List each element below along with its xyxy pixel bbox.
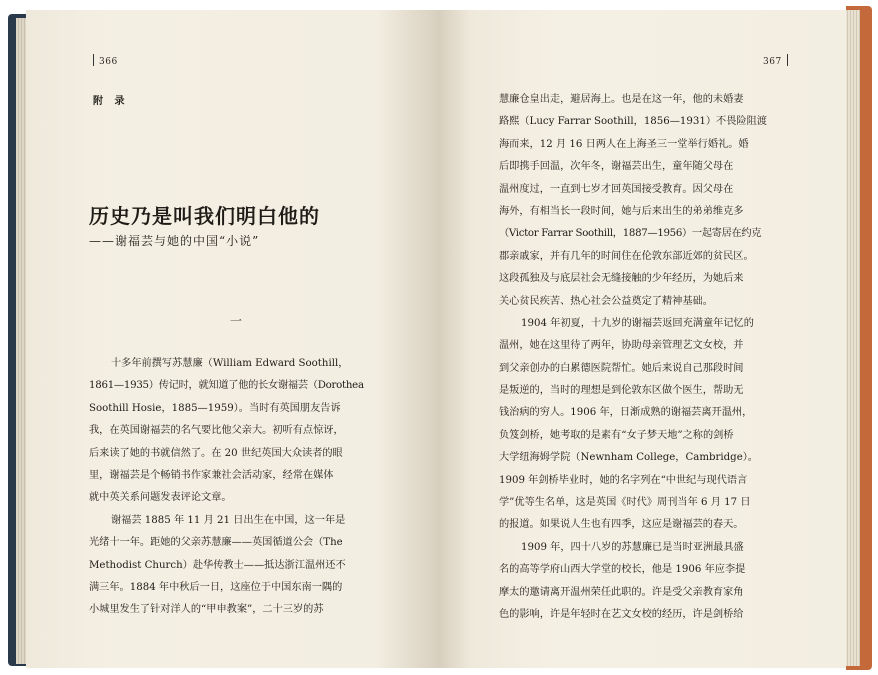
section-label: 附 录 <box>93 96 129 107</box>
text-line: Methodist Church）赴华传教士——抵达浙江温州还不 <box>89 559 346 571</box>
text-line: 光绪十一年。距她的父亲苏慧廉——英国循道公会（The <box>89 537 343 549</box>
text-line: 1909 年剑桥毕业时，她的名字列在“中世纪与现代语言 <box>499 474 748 486</box>
chapter-subtitle: ——谢福芸与她的中国“小说” <box>89 234 260 248</box>
text-line: 后来读了她的书就信然了。在 20 世纪英国大众读者的眼 <box>89 447 343 459</box>
text-line: 关心贫民疾苦、热心社会公益奠定了精神基础。 <box>499 295 713 307</box>
text-line: 摩太的邀请离开温州荣任此职的。许是受父亲教育家角 <box>499 586 744 598</box>
text-line: 到父亲创办的白累德医院帮忙。她后来说自己那段时间 <box>499 362 744 374</box>
text-line: 是叛逆的，当时的理想是到伦敦东区做个医生，帮助无 <box>499 385 744 397</box>
text-line: 1904 年初夏，十九岁的谢福芸返回充满童年记忆的 <box>521 317 754 329</box>
text-line: 路熙（Lucy Farrar Soothill，1856—1931）不畏险阻渡 <box>499 116 767 128</box>
text-line: 后即携手回温，次年冬，谢福芸出生，童年随父母在 <box>499 161 734 173</box>
text-line: 里，谢福芸是个畅销书作家兼社会活动家，经常在媒体 <box>89 469 334 481</box>
text-line: 谢福芸 1885 年 11 月 21 日出生在中国，这一年是 <box>111 514 346 526</box>
text-line: 名的高等学府山西大学堂的校长，他是 1906 年应李提 <box>499 564 746 576</box>
text-line: 就中英关系问题发表评论文章。 <box>89 492 232 504</box>
chapter-number: 一 <box>230 314 243 328</box>
chapter-title: 历史乃是叫我们明白他的 <box>89 204 320 228</box>
text-line: 海外，有相当长一段时间，她与后来出生的弟弟维克多 <box>499 205 744 217</box>
text-line: 小城里发生了针对洋人的“甲申教案”，二十三岁的苏 <box>89 604 324 616</box>
page-number-left: 366 <box>93 54 118 67</box>
text-line: （Victor Farrar Soothill，1887—1956）一起寄居在约克 <box>499 228 762 240</box>
text-line: 的报道。如果说人生也有四季，这应是谢福芸的春天。 <box>499 519 744 531</box>
text-line: 我，在英国谢福芸的名气要比他父亲大。初听有点惊讶， <box>89 425 344 437</box>
text-line: Soothill Hosie，1885—1959）。当时有英国朋友告诉 <box>89 402 341 414</box>
right-page-body <box>499 89 767 626</box>
text-line: 郡亲戚家，并有几年的时间住在伦敦东部近郊的贫民区。 <box>499 250 754 262</box>
text-line: 色的影响，许是年轻时在艺文女校的经历，许是剑桥给 <box>499 608 744 620</box>
page-number-right: 367 <box>763 54 788 67</box>
text-line: 1909 年，四十八岁的苏慧廉已是当时亚洲最具盛 <box>521 541 744 553</box>
text-line: 负笈剑桥，她考取的是素有“女子梦天地”之称的剑桥 <box>499 429 734 441</box>
text-line: 温州，她在这里待了两年，协助母亲管理艺文女校，并 <box>499 340 744 352</box>
left-page-body <box>89 353 364 622</box>
text-line: 学”优等生名单，这是英国《时代》周刊当年 6 月 17 日 <box>499 497 751 509</box>
text-line: 钱治病的穷人。1906 年，日渐成熟的谢福芸离开温州， <box>499 407 753 419</box>
text-line: 大学纽海姆学院（Newnham College，Cambridge）。 <box>499 452 758 464</box>
text-line: 温州度过，一直到七岁才回英国接受教育。因父母在 <box>499 183 734 195</box>
text-line: 海而来，12 月 16 日两人在上海圣三一堂举行婚礼。婚 <box>499 138 749 150</box>
text-line: 这段孤独及与底层社会无缝接触的少年经历，为她后来 <box>499 273 744 285</box>
text-line: 十多年前撰写苏慧廉（William Edward Soothill， <box>111 358 349 369</box>
text-line: 慧廉仓皇出走，避居海上。也是在这一年，他的未婚妻 <box>499 94 744 105</box>
text-line: 1861—1935）传记时，就知道了他的长女谢福芸（Dorothea <box>89 380 364 392</box>
text-line: 满三年。1884 年中秋后一日，这座位于中国东南一隅的 <box>89 581 343 593</box>
